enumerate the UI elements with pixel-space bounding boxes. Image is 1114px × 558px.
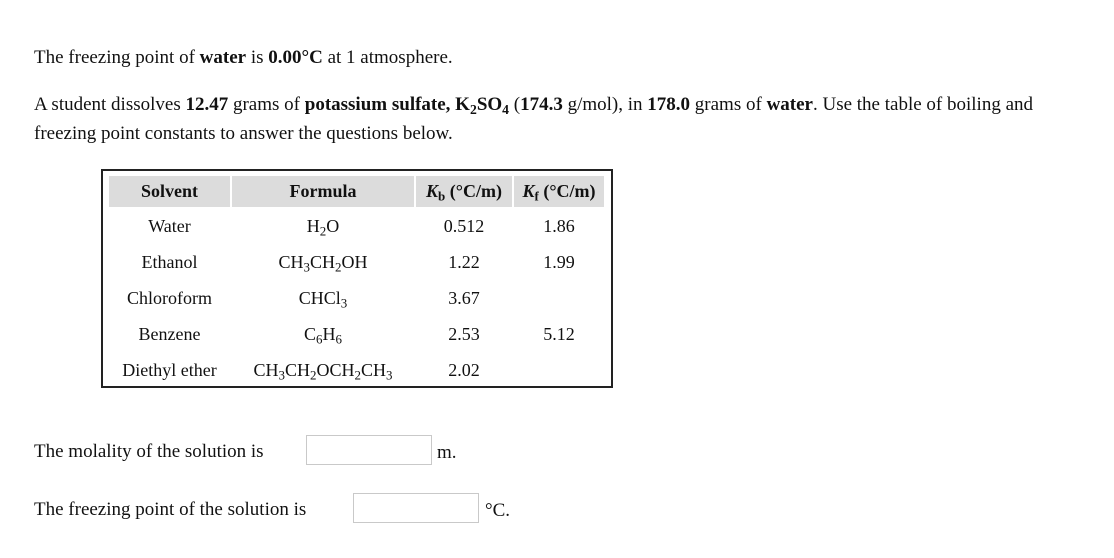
intro-text: The freezing point of [34, 47, 200, 68]
kb-cell: 2.02 [448, 359, 480, 380]
formula-subscript: 2 [319, 223, 327, 239]
solute-subscript: 4 [502, 101, 510, 117]
solute-name: potassium sulfate, K [304, 94, 470, 115]
kb-cell: 3.67 [448, 287, 480, 308]
formula-subscript: 3 [303, 259, 310, 275]
kf-subscript: f [534, 188, 539, 204]
formula-element: CH [361, 359, 387, 380]
formula-cell [232, 245, 414, 279]
intro-paragraph [34, 43, 453, 72]
solvent-name: water [766, 94, 813, 115]
table-row [109, 353, 604, 387]
table-row [109, 245, 604, 279]
kb-subscript: b [438, 188, 446, 204]
header-kb [416, 176, 512, 207]
formula-element: CH [310, 251, 336, 272]
solvent-cell: Water [148, 215, 191, 236]
kf-cell [514, 281, 604, 315]
kf-cell: 1.99 [543, 251, 575, 272]
problem-text: . Use the table of boiling and freezing point constants to answer the questions below. [34, 94, 1034, 144]
formula-subscript: 2 [354, 367, 361, 383]
formula-subscript: 3 [278, 367, 285, 383]
header-solvent: Solvent [109, 176, 230, 207]
formula-element: CH [253, 359, 279, 380]
intro-freezing-point: 0.00°C [268, 47, 323, 68]
formula-subscript: 6 [316, 331, 323, 347]
header-formula: Formula [232, 176, 414, 207]
solvent-cell: Diethyl ether [122, 359, 217, 380]
solvent-cell: Ethanol [141, 251, 198, 272]
kb-symbol: K [426, 181, 439, 201]
formula-element: CHCl [298, 287, 341, 308]
formula-element: H [322, 323, 336, 344]
formula-cell [232, 281, 414, 315]
molar-mass: 174.3 [520, 94, 563, 115]
kb-cell: 0.512 [443, 215, 485, 236]
formula-element: O [326, 215, 340, 236]
intro-text: is [246, 47, 269, 68]
solvent-cell: Chloroform [127, 287, 212, 308]
table-row [109, 281, 604, 315]
header-kf [514, 176, 604, 207]
formula-element: CH [285, 359, 311, 380]
kf-cell: 5.12 [543, 323, 575, 344]
kb-cell: 2.53 [448, 323, 480, 344]
formula-subscript: 6 [335, 331, 342, 347]
kf-cell: 1.86 [543, 215, 575, 236]
problem-text: grams of [690, 94, 767, 115]
solute-formula-part: SO [476, 94, 503, 115]
formula-cell [232, 317, 414, 351]
formula-cell [232, 353, 414, 387]
table-body [109, 209, 604, 387]
molality-question: The molality of the solution is [34, 441, 264, 462]
formula-element: OCH [316, 359, 355, 380]
constants-table [107, 174, 606, 389]
intro-solvent: water [199, 47, 247, 68]
table-row [109, 317, 604, 351]
problem-text: A student dissolves [34, 94, 186, 115]
formula-subscript: 3 [386, 367, 393, 383]
solute-mass: 12.47 [185, 94, 229, 115]
molality-input[interactable] [306, 435, 432, 465]
problem-text: g/mol), in [562, 94, 648, 115]
formula-element: CH [278, 251, 304, 272]
solute-formula [305, 94, 509, 115]
kf-unit: (°C/m) [538, 181, 596, 201]
table-row [109, 209, 604, 243]
constants-table-box [101, 169, 613, 388]
kb-unit: (°C/m) [445, 181, 502, 201]
formula-cell [232, 209, 414, 243]
kb-cell: 1.22 [448, 251, 480, 272]
table-header-row [109, 176, 604, 207]
kf-cell [514, 353, 604, 387]
solute-subscript: 2 [469, 101, 477, 117]
problem-text: grams of [228, 94, 305, 115]
problem-paragraph [34, 90, 1084, 148]
freezing-point-unit: °C. [485, 500, 511, 521]
solvent-mass: 178.0 [647, 94, 691, 115]
freezing-point-question: The freezing point of the solution is [34, 499, 307, 520]
intro-text: at 1 atmosphere. [322, 47, 453, 68]
formula-subscript: 2 [310, 367, 317, 383]
molality-unit: m. [437, 442, 457, 463]
kf-symbol: K [522, 181, 535, 201]
formula-element: H [306, 215, 320, 236]
problem-text: ( [509, 94, 521, 115]
solvent-cell: Benzene [138, 323, 201, 344]
formula-subscript: 2 [335, 259, 342, 275]
formula-element: OH [341, 251, 368, 272]
freezing-point-input[interactable] [353, 493, 479, 523]
formula-element: C [304, 323, 317, 344]
formula-subscript: 3 [340, 295, 348, 311]
